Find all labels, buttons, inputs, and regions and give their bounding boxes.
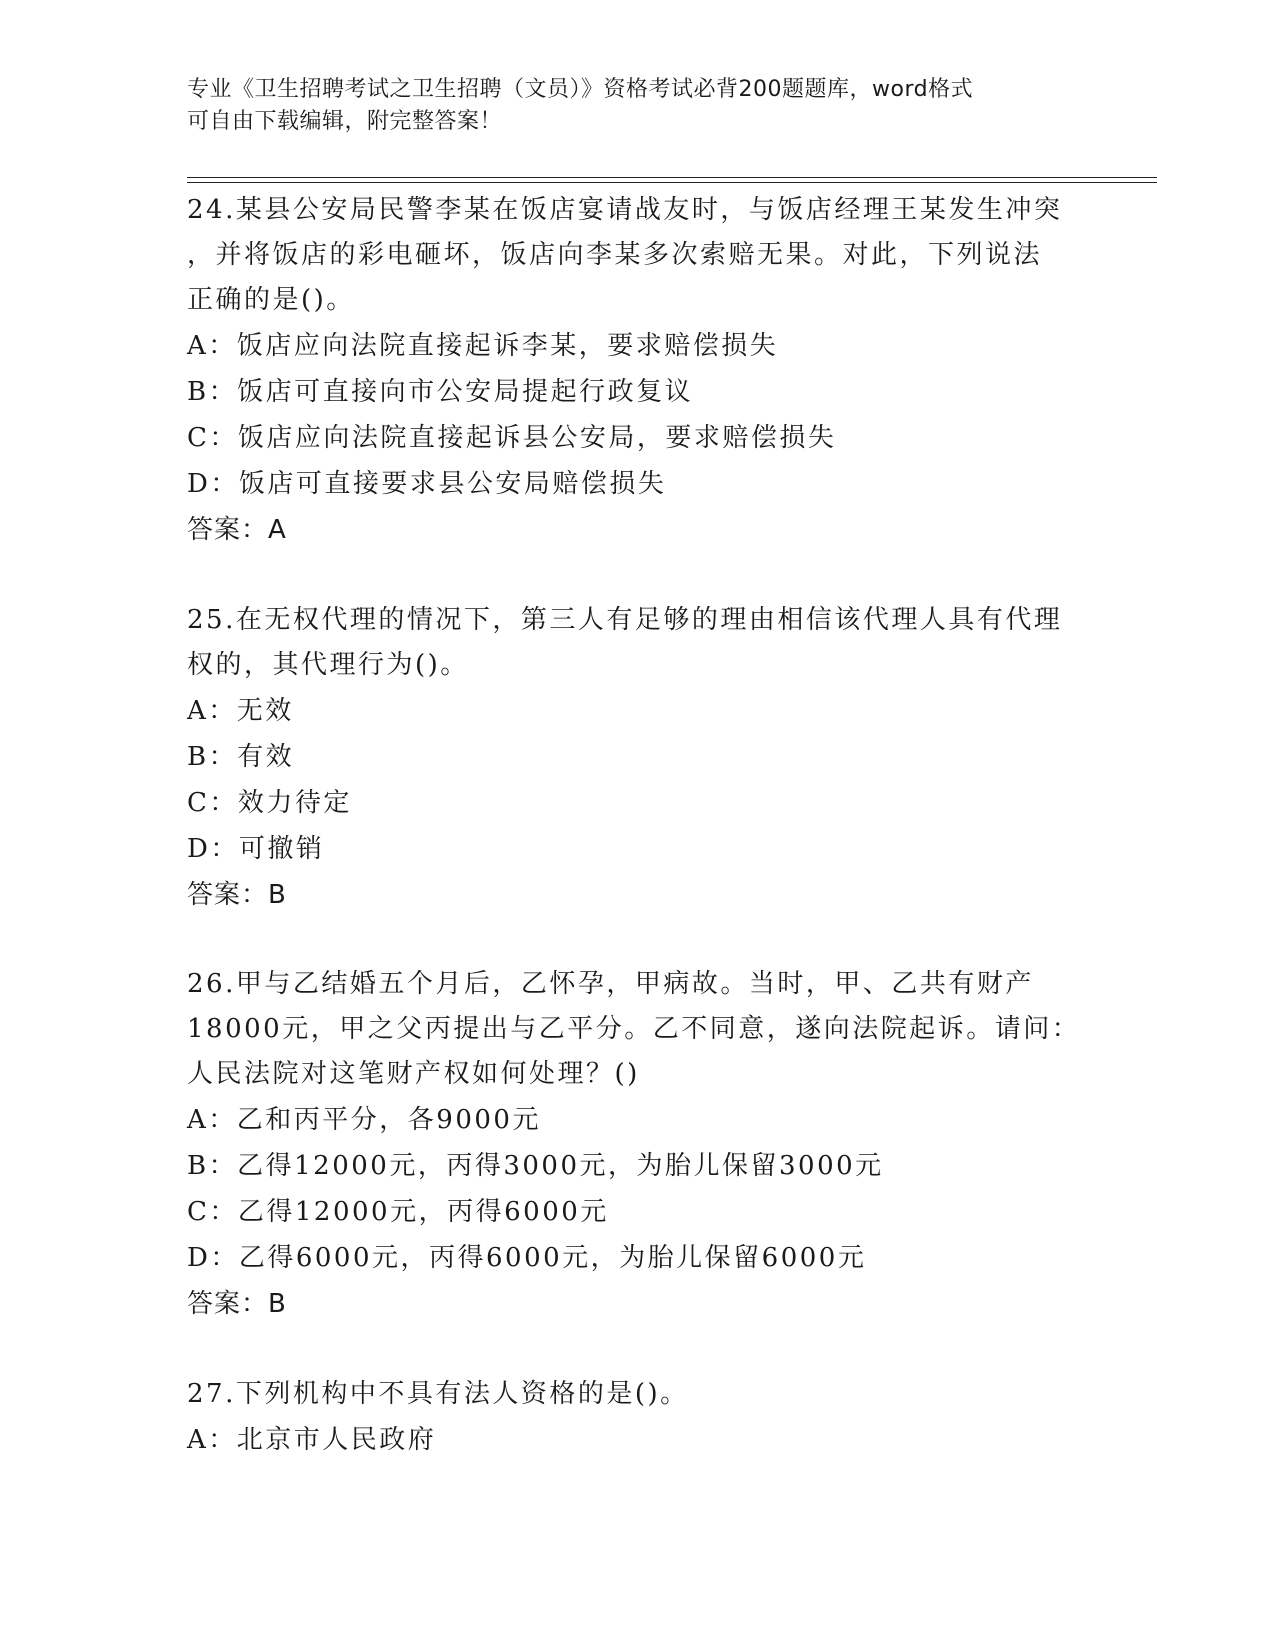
question-27 [187, 1372, 1087, 1463]
question-text-line: 人民法院对这笔财产权如何处理？() [187, 1059, 640, 1089]
option-b: B：有效 [187, 742, 295, 772]
question-text-line: 18000元，甲之父丙提出与乙平分。乙不同意，遂向法院起诉。请问： [187, 1014, 1081, 1044]
answer: 答案：A [187, 515, 287, 545]
option-a: A：北京市人民政府 [187, 1425, 437, 1455]
option-b: B：饭店可直接向市公安局提起行政复议 [187, 377, 694, 407]
option-a: A：饭店应向法院直接起诉李某，要求赔偿损失 [187, 331, 779, 361]
question-text-line: 正确的是()。 [187, 285, 355, 315]
option-d: D：可撤销 [187, 834, 325, 864]
question-text-line: 权的，其代理行为()。 [187, 650, 469, 680]
option-d: D：饭店可直接要求县公安局赔偿损失 [187, 469, 667, 499]
option-a: A：无效 [187, 696, 294, 726]
header-divider-bottom [187, 182, 1157, 183]
question-24 [187, 188, 1087, 553]
option-c: C：饭店应向法院直接起诉县公安局，要求赔偿损失 [187, 423, 837, 453]
header-title-line-2: 可自由下载编辑，附完整答案！ [187, 109, 503, 134]
question-text-line: 26.甲与乙结婚五个月后，乙怀孕，甲病故。当时，甲、乙共有财产 [187, 969, 1034, 999]
question-text-line: 24.某县公安局民警李某在饭店宴请战友时，与饭店经理王某发生冲突 [187, 195, 1063, 225]
document-header [187, 74, 1087, 138]
question-26 [187, 962, 1087, 1327]
option-b: B：乙得12000元，丙得3000元，为胎儿保留3000元 [187, 1151, 884, 1181]
header-divider-top [187, 177, 1157, 178]
option-c: C：乙得12000元，丙得6000元 [187, 1197, 609, 1227]
answer: 答案：B [187, 880, 287, 910]
option-a: A：乙和丙平分，各9000元 [187, 1105, 541, 1135]
option-d: D：乙得6000元，丙得6000元，为胎儿保留6000元 [187, 1243, 867, 1273]
answer: 答案：B [187, 1289, 287, 1319]
header-title-line-1: 专业《卫生招聘考试之卫生招聘（文员）》资格考试必背200题题库，word格式 [187, 77, 974, 102]
question-text-line: 25.在无权代理的情况下，第三人有足够的理由相信该代理人具有代理 [187, 605, 1063, 635]
question-text-line: ，并将饭店的彩电砸坏，饭店向李某多次索赔无果。对此，下列说法 [187, 240, 1043, 270]
question-text-line: 27.下列机构中不具有法人资格的是()。 [187, 1379, 689, 1409]
option-c: C：效力待定 [187, 788, 352, 818]
question-25 [187, 598, 1087, 918]
